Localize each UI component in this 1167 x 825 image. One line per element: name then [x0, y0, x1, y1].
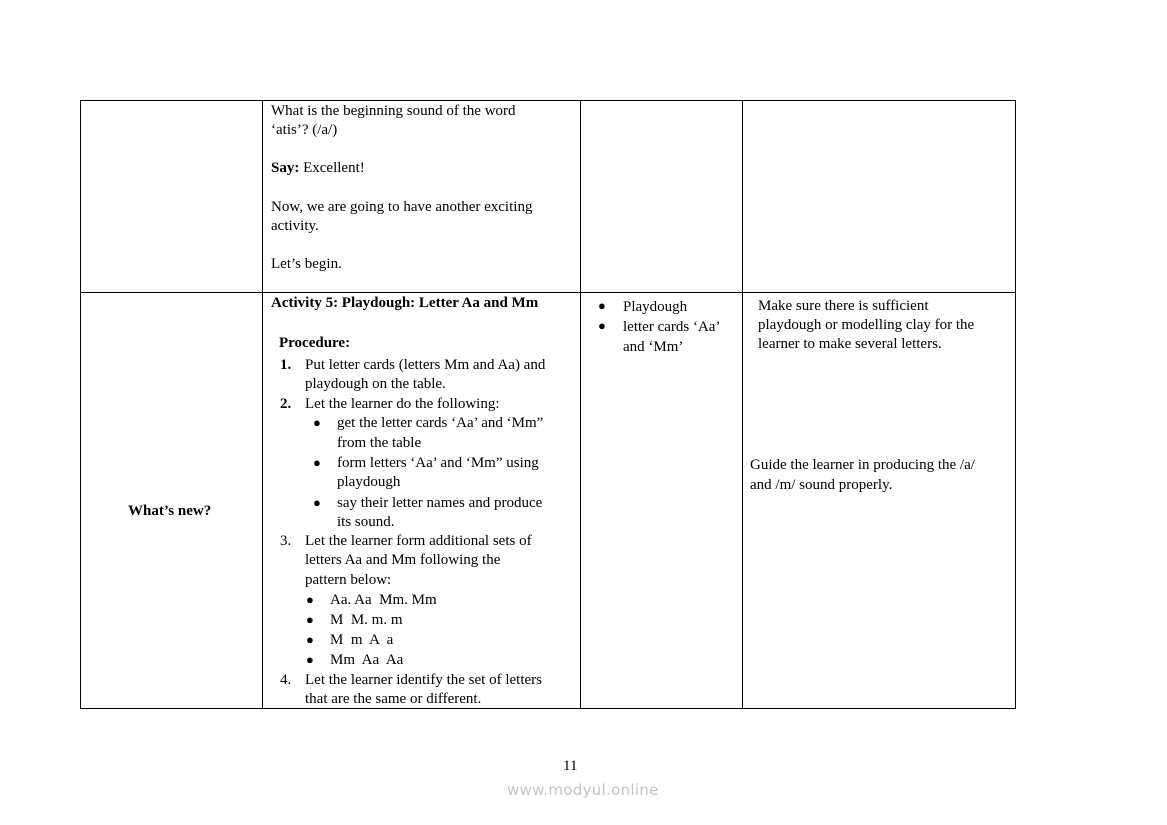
bullet-text: its sound.	[337, 514, 395, 530]
section-label: What’s new?	[128, 503, 212, 519]
pattern-text: Aa. Aa Mm. Mm	[330, 592, 437, 608]
bullet-icon: ●	[598, 318, 606, 333]
step-number: 2.	[280, 396, 292, 412]
material-item: letter cards ‘Aa’	[623, 319, 721, 335]
pattern-text: Mm Aa Aa	[330, 652, 404, 668]
begin-line: Let’s begin.	[271, 256, 342, 272]
say-label: Say:	[271, 160, 300, 176]
material-item: and ‘Mm’	[623, 339, 684, 355]
page-number: 11	[563, 758, 578, 774]
question-line: ‘atis’? (/a/)	[271, 122, 338, 138]
procedure-heading: Procedure:	[279, 335, 351, 351]
bullet-icon: ●	[306, 612, 314, 627]
note-text: Make sure there is sufficient	[758, 298, 929, 314]
bullet-text: from the table	[337, 435, 422, 451]
note-text: Guide the learner in producing the /a/	[750, 457, 975, 473]
bullet-text: say their letter names and produce	[337, 495, 543, 511]
row2-col4	[742, 292, 1016, 709]
step-text: that are the same or different.	[305, 691, 482, 707]
step-number: 1.	[280, 357, 292, 373]
bullet-icon: ●	[598, 298, 606, 313]
row1-col1	[80, 100, 263, 293]
bullet-icon: ●	[306, 592, 314, 607]
pattern-text: M M. m. m	[330, 612, 403, 628]
say-line	[271, 158, 365, 178]
transition-line: Now, we are going to have another exciting	[271, 199, 533, 215]
step-text: pattern below:	[305, 572, 392, 588]
pattern-text: M m A a	[330, 632, 394, 648]
step-text: playdough on the table.	[305, 376, 446, 392]
bullet-icon: ●	[313, 415, 321, 430]
row1-col4	[742, 100, 1016, 293]
bullet-text: get the letter cards ‘Aa’ and ‘Mm”	[337, 415, 544, 431]
say-text: Excellent!	[299, 160, 365, 176]
bullet-text: form letters ‘Aa’ and ‘Mm” using	[337, 455, 539, 471]
step-text: Let the learner identify the set of letters	[305, 672, 542, 688]
step-number: 3.	[280, 533, 292, 549]
bullet-text: playdough	[337, 474, 401, 490]
step-text: Let the learner form additional sets of	[305, 533, 532, 549]
step-text: Let the learner do the following:	[305, 396, 500, 412]
bullet-icon: ●	[306, 652, 314, 667]
watermark: www.modyul.online	[507, 781, 659, 799]
note-text: learner to make several letters.	[758, 336, 942, 352]
question-line: What is the beginning sound of the word	[271, 103, 516, 119]
bullet-icon: ●	[306, 632, 314, 647]
bullet-icon: ●	[313, 495, 321, 510]
material-item: Playdough	[623, 299, 688, 315]
note-text: playdough or modelling clay for the	[758, 317, 975, 333]
transition-line: activity.	[271, 218, 319, 234]
note-text: and /m/ sound properly.	[750, 477, 893, 493]
step-text: Put letter cards (letters Mm and Aa) and	[305, 357, 546, 373]
activity-title: Activity 5: Playdough: Letter Aa and Mm	[271, 295, 539, 311]
step-number: 4.	[280, 672, 292, 688]
bullet-icon: ●	[313, 455, 321, 470]
step-text: letters Aa and Mm following the	[305, 552, 501, 568]
row1-col3	[580, 100, 743, 293]
